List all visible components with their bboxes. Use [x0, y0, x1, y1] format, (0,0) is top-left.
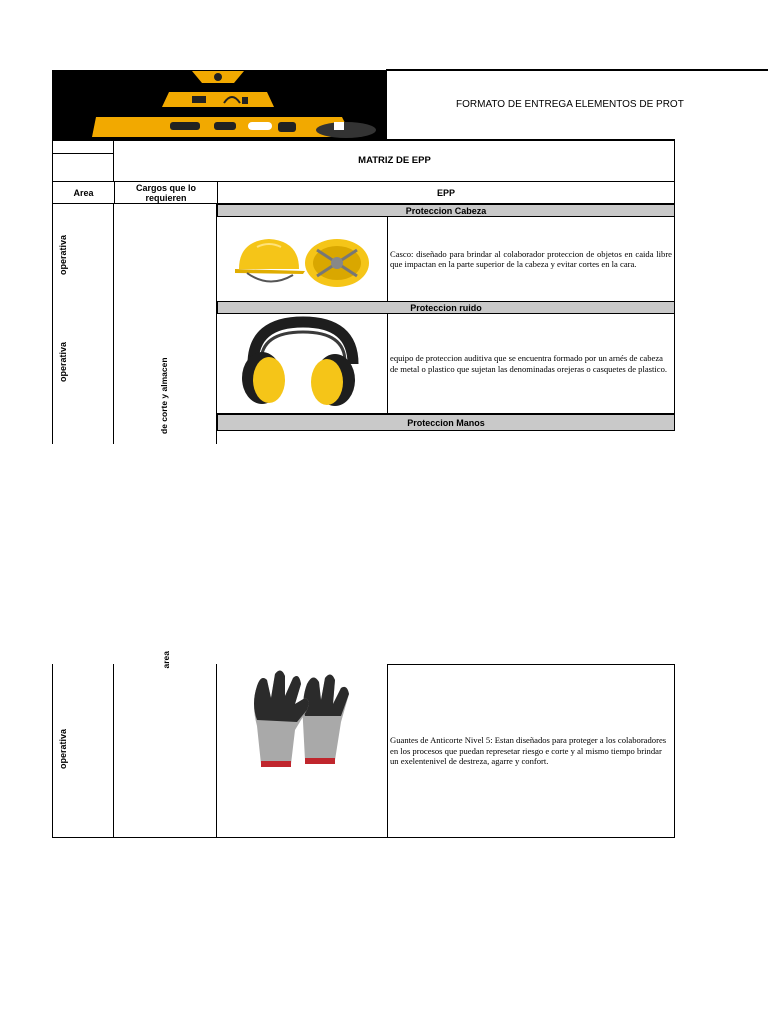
helmet-image: [217, 217, 387, 301]
column-header-epp: EPP: [217, 181, 675, 204]
cargos-label: de corte y almacen: [159, 357, 169, 434]
column-header-cargos: Cargos que lo requieren: [114, 181, 217, 204]
image-cell-helmet: [217, 217, 388, 302]
description-manos: Guantes de Anticorte Nivel 5: Estan diseñados para proteger a los colaboradores en los procesos que puedan represetar riesgo e corte y al mismo tiempo brindar un exelentenivel de destreza, agarre y confort.: [388, 664, 675, 838]
matrix-title: MATRIZ DE EPP: [358, 154, 431, 166]
matrix-empty-cell-top: [52, 140, 114, 154]
section-header-cabeza: Proteccion Cabeza: [217, 204, 675, 217]
section-header-ruido: Proteccion ruido: [217, 301, 675, 314]
earmuffs-image: [217, 314, 387, 414]
description-ruido: equipo de proteccion auditiva que se encuentra formado por un arnés de cabeza de metal o plastico que sujetan las denominadas orejeras o casquetes de plastico.: [388, 314, 675, 414]
area-label-ruido: operativa: [58, 341, 68, 382]
section-header-manos: Proteccion Manos: [217, 414, 675, 431]
epp-logo-icon: [52, 70, 386, 139]
image-cell-gloves: [217, 664, 388, 838]
image-cell-earmuffs: [217, 314, 388, 414]
gloves-image: [217, 664, 387, 774]
header-title: FORMATO DE ENTREGA ELEMENTOS DE PROT: [456, 99, 684, 110]
area-label-cabeza: operativa: [58, 234, 68, 275]
table-block-2: [52, 651, 675, 838]
cargos-label-manos: area: [161, 651, 171, 669]
header-title-cell: [386, 69, 768, 140]
area-label-manos: operativa: [58, 728, 68, 769]
description-cabeza: Casco: diseñado para brindar al colaborador proteccion de objetos en caida libre que impactan en la parte superior de la cabeza y evitar cortes en la cara.: [388, 217, 675, 302]
header-logo: [52, 70, 386, 139]
table-block-1: [52, 204, 675, 432]
matrix-empty-cell-bottom: [52, 154, 114, 182]
column-header-area: Area: [52, 181, 114, 204]
